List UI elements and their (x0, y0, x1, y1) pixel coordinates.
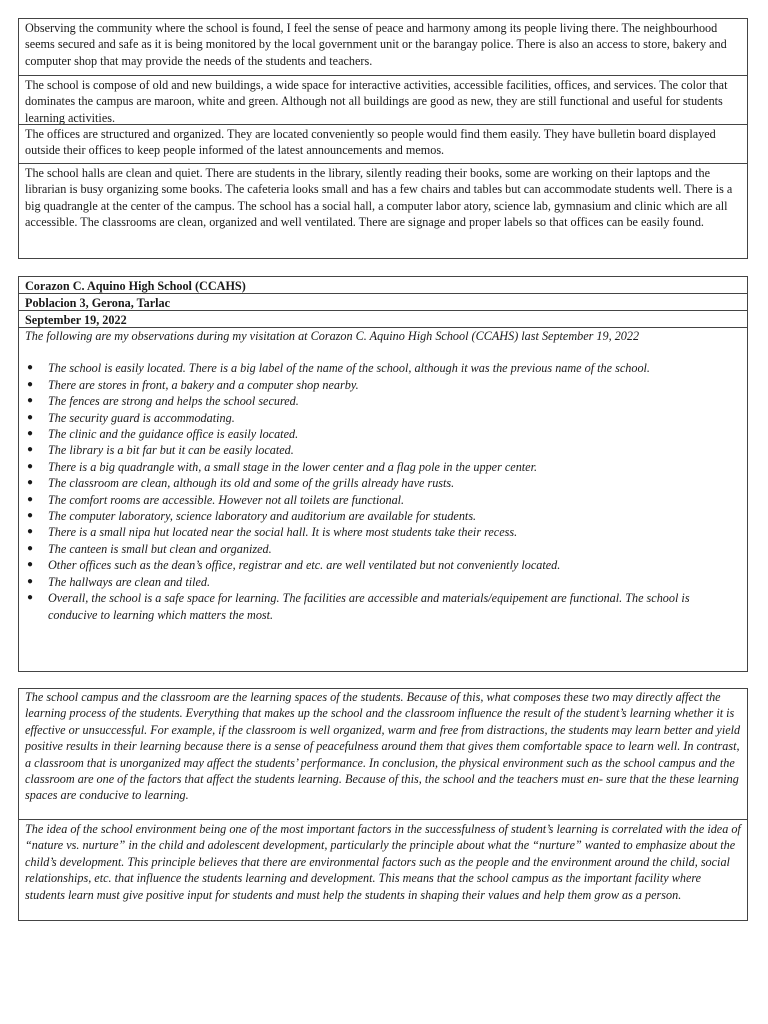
observation-item (25, 590, 741, 623)
observation-text: The canteen is small but clean and organized. (48, 541, 272, 556)
bullet-icon: ● (27, 362, 34, 374)
observation-text: The computer laboratory, science laboratory and auditorium are available for students. (48, 509, 477, 524)
campus-paragraph: The school is compose of old and new buildings, a wide space for interactive activities, accessible facilities, offices, and services. The color that dominates the campus are maroon, white and green. Although not all buildings are good as new, they are still functional and useful for students learning activities. (19, 76, 747, 125)
observation-text: The security guard is accommodating. (48, 410, 235, 425)
observation-text: The comfort rooms are accessible. However not all toilets are functional. (48, 492, 405, 507)
bullet-icon: ● (27, 477, 34, 489)
observation-item (25, 475, 741, 491)
bullet-icon: ● (27, 428, 34, 440)
visit-date: September 19, 2022 (19, 311, 747, 328)
bullet-icon: ● (27, 526, 34, 538)
bullet-icon: ● (27, 378, 34, 390)
bullet-icon: ● (27, 592, 34, 604)
observation-text: The classroom are clean, although its old and some of the grills already have rusts. (48, 476, 455, 491)
visitation-table (18, 276, 748, 672)
observation-item (25, 574, 741, 590)
observation-item (25, 410, 741, 426)
observations-intro: The following are my observations during my visitation at Corazon C. Aquino High School (CCAHS) last September 19, 2022 (25, 329, 640, 343)
bullet-icon: ● (27, 575, 34, 587)
observation-text: The hallways are clean and tiled. (48, 574, 211, 589)
observation-item (25, 541, 741, 557)
observation-text: Overall, the school is a safe space for learning. The facilities are accessible and materials/equipement are functional. The school is conducive to learning which matters the most. (48, 591, 690, 622)
observation-item (25, 459, 741, 475)
observation-item (25, 508, 741, 524)
school-name: Corazon C. Aquino High School (CCAHS) (19, 277, 747, 294)
reflection-paragraph: The school campus and the classroom are the learning spaces of the students. Because of this, what composes these two may directly affect the learning process of the students. Everything that makes up the school and the classroom influence the result of the student’s learning whether it is effective or unsuccessful. For example, if the classroom is well organized, warm and free from distractions, the students may learn better and yield positive results in their learning because there is a sense of peacefulness around them that gives them comfortable space to learn well. In contrast, a classroom that is unorganized may affect the students’ performance. In conclusion, the physical environment such as the school campus and the classroom are one of the factors that affect the students learning. Because of this, the school and the teachers must en- sure that the these learning spaces are conducive to learning. (19, 689, 747, 820)
offices-paragraph: The offices are structured and organized. They are located conveniently so people would find them easily. They have bulletin board displayed outside their offices to keep people informed of the latest announcements and memos. (19, 125, 747, 164)
observations-list (25, 360, 741, 623)
observation-item (25, 524, 741, 540)
community-observations-table (18, 18, 748, 259)
observation-text: The clinic and the guidance office is easily located. (48, 427, 299, 442)
bullet-icon: ● (27, 411, 34, 423)
halls-paragraph: The school halls are clean and quiet. There are students in the library, silently reading their books, some are working on their laptops and the librarian is busy organizing some books. The cafeteria looks small and has a few chairs and tables but can accommodate students well. There is a big quadrangle at the center of the campus. The school has a social hall, a computer labor atory, science lab, gymnasium and clinic which are all accessible. The classrooms are clean, organized and well ventilated. There are signage and proper labels so that offices can be easily found. (25, 166, 733, 230)
school-address: Poblacion 3, Gerona, Tarlac (19, 294, 747, 311)
community-paragraph: Observing the community where the school is found, I feel the sense of peace and harmony among its people living there. The neighbourhood seems secured and safe as it is being monitored by the local government unit or the barangay police. There is also an access to store, bakery and computer shop that may provide the needs of the students and teachers. (19, 19, 747, 76)
observation-text: There is a small nipa hut located near the social hall. It is where most students take their recess. (48, 525, 518, 540)
observation-text: The library is a bit far but it can be easily located. (48, 443, 294, 458)
observation-item (25, 557, 741, 573)
bullet-icon: ● (27, 460, 34, 472)
observation-item (25, 377, 741, 393)
observation-item (25, 442, 741, 458)
observation-text: The fences are strong and helps the school secured. (48, 394, 299, 409)
observation-text: There is a big quadrangle with, a small stage in the lower center and a flag pole in the upper center. (48, 459, 538, 474)
observations-cell (19, 328, 747, 671)
bullet-icon: ● (27, 542, 34, 554)
bullet-icon: ● (27, 444, 34, 456)
nature-nurture-paragraph: The idea of the school environment being one of the most important factors in the successfulness of student’s learning is correlated with the idea of “nature vs. nurture” in the child and adolescent development, particularly the principle about what the “nurture” wanted to emphasize about the child’s development. This principle believes that there are environmental factors such as the people and the environment around the child, social relationships, etc. that influence the students learning and development. This means that the school campus as the important facility where students learn must give positive input for students and must help the students in shaping their values and help them grow as a person. (25, 822, 741, 902)
bullet-icon: ● (27, 493, 34, 505)
observation-text: The school is easily located. There is a big label of the name of the school, although it was the previous name of the school. (48, 361, 650, 376)
bullet-icon: ● (27, 395, 34, 407)
observation-text: Other offices such as the dean’s office, registrar and etc. are well ventilated but not conveniently located. (48, 558, 561, 573)
observation-item (25, 393, 741, 409)
observation-text: There are stores in front, a bakery and a computer shop nearby. (48, 377, 359, 392)
reflection-table (18, 688, 748, 921)
observation-item (25, 492, 741, 508)
observation-item (25, 426, 741, 442)
bullet-icon: ● (27, 559, 34, 571)
bullet-icon: ● (27, 510, 34, 522)
observation-item (25, 360, 741, 376)
